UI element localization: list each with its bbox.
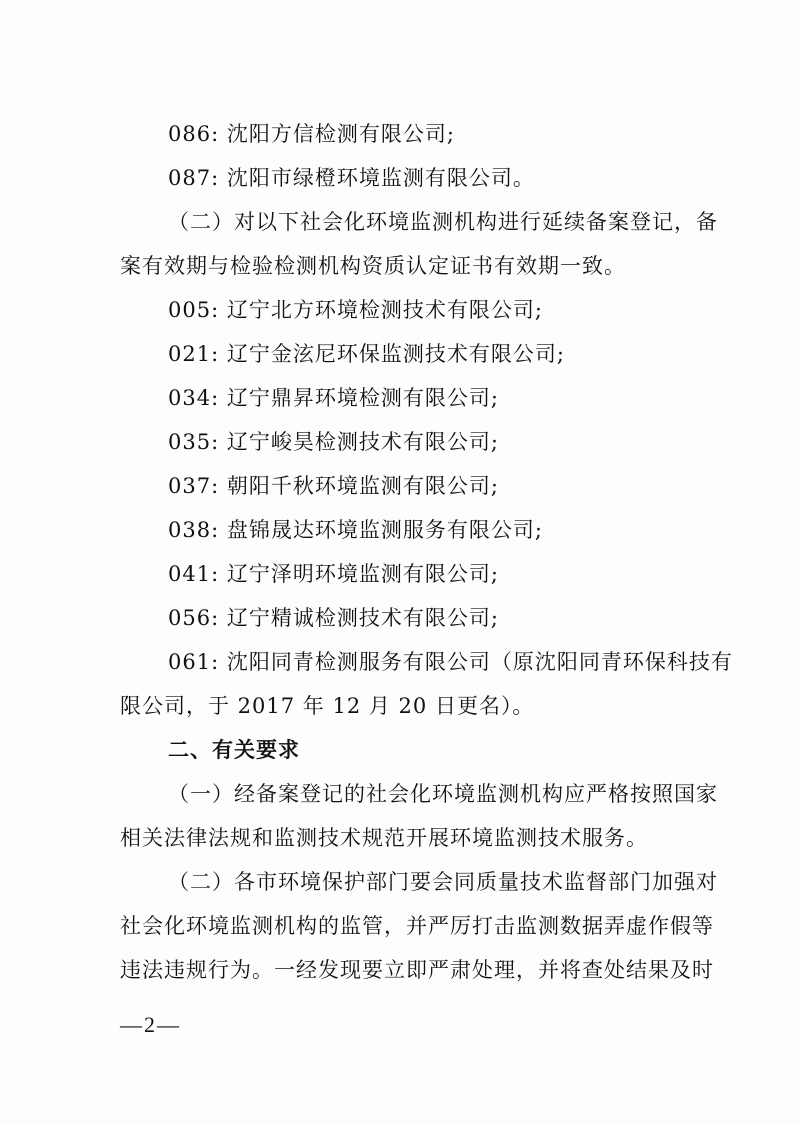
paragraph-line: 案有效期与检验检测机构资质认定证书有效期一致。 bbox=[120, 254, 626, 278]
section-heading-requirements: 二、有关要求 bbox=[168, 738, 300, 762]
list-item-038: 038: 盘锦晟达环境监测服务有限公司; bbox=[168, 518, 543, 542]
paragraph-line: （二）各市环境保护部门要会同质量技术监督部门加强对 bbox=[168, 870, 718, 894]
paragraph-line: （一）经备案登记的社会化环境监测机构应严格按照国家 bbox=[168, 782, 718, 806]
paragraph-line: 相关法律法规和监测技术规范开展环境监测技术服务。 bbox=[120, 826, 648, 850]
list-item-005: 005: 辽宁北方环境检测技术有限公司; bbox=[168, 298, 543, 322]
list-item-035: 035: 辽宁峻昊检测技术有限公司; bbox=[168, 430, 499, 454]
list-item-034: 034: 辽宁鼎昇环境检测有限公司; bbox=[168, 386, 499, 410]
list-item-041: 041: 辽宁泽明环境监测有限公司; bbox=[168, 562, 499, 586]
page-number: —2— bbox=[120, 1012, 181, 1037]
list-item-037: 037: 朝阳千秋环境监测有限公司; bbox=[168, 474, 499, 498]
paragraph-line: 限公司，于 2017 年 12 月 20 日更名）。 bbox=[120, 694, 535, 718]
list-item-021: 021: 辽宁金泫尼环保监测技术有限公司; bbox=[168, 342, 565, 366]
paragraph-line: （二）对以下社会化环境监测机构进行延续备案登记，备 bbox=[168, 210, 718, 234]
paragraph-line: 违法违规行为。一经发现要立即严肃处理，并将查处结果及时 bbox=[120, 958, 714, 982]
paragraph-line: 社会化环境监测机构的监管，并严厉打击监测数据弄虚作假等 bbox=[120, 914, 714, 938]
list-item-087: 087: 沈阳市绿橙环境监测有限公司。 bbox=[168, 166, 535, 190]
paragraph-renewal-intro bbox=[120, 200, 718, 288]
list-item-061 bbox=[120, 640, 733, 728]
list-item-056: 056: 辽宁精诚检测技术有限公司; bbox=[168, 606, 499, 630]
document-body bbox=[120, 112, 733, 992]
paragraph-requirement-2 bbox=[120, 860, 718, 992]
list-item-086: 086: 沈阳方信检测有限公司; bbox=[168, 122, 455, 146]
paragraph-line: 061: 沈阳同青检测服务有限公司（原沈阳同青环保科技有 bbox=[168, 650, 733, 674]
paragraph-requirement-1 bbox=[120, 772, 718, 860]
